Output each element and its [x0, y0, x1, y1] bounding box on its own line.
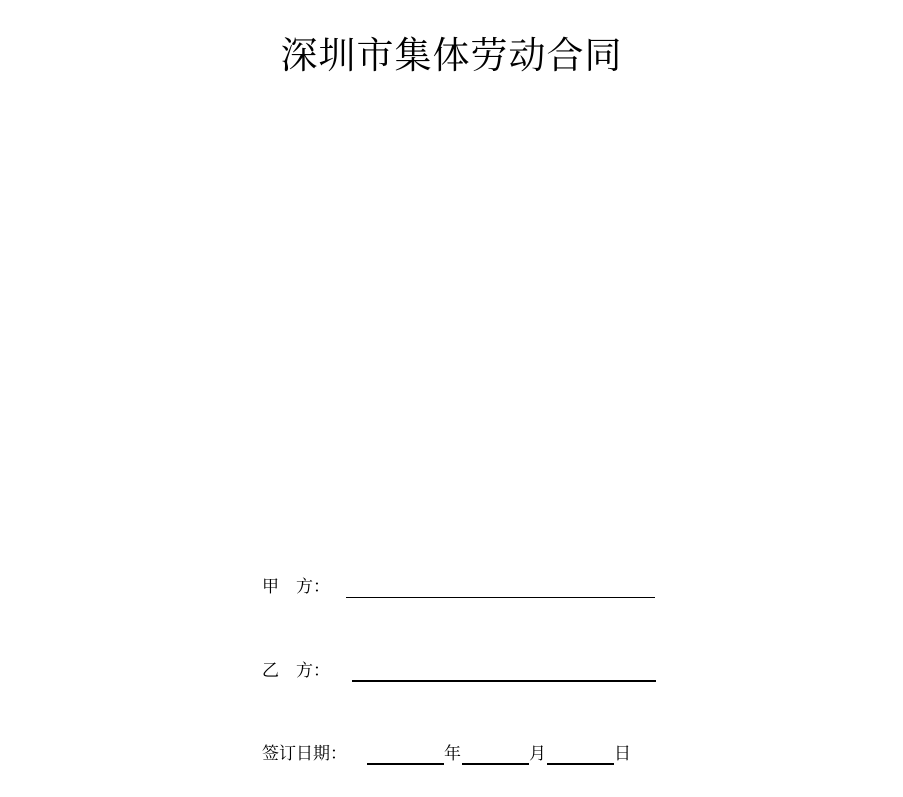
month-unit-label: 月 [529, 744, 546, 764]
document-title: 深圳市集体劳动合同 [280, 34, 623, 77]
sign-year-blank[interactable] [367, 743, 444, 765]
year-unit-label: 年 [444, 744, 461, 764]
party-b-row [262, 660, 656, 682]
sign-date-row [262, 743, 632, 765]
sign-date-label: 签订日期： [262, 744, 347, 764]
party-a-blank[interactable] [346, 577, 655, 598]
day-unit-label: 日 [614, 744, 631, 764]
party-a-row [262, 576, 655, 598]
party-b-blank[interactable] [352, 660, 656, 682]
party-a-label: 甲 方： [262, 577, 330, 597]
sign-month-blank[interactable] [462, 743, 529, 765]
sign-day-blank[interactable] [547, 743, 614, 765]
party-b-label: 乙 方： [262, 661, 330, 681]
